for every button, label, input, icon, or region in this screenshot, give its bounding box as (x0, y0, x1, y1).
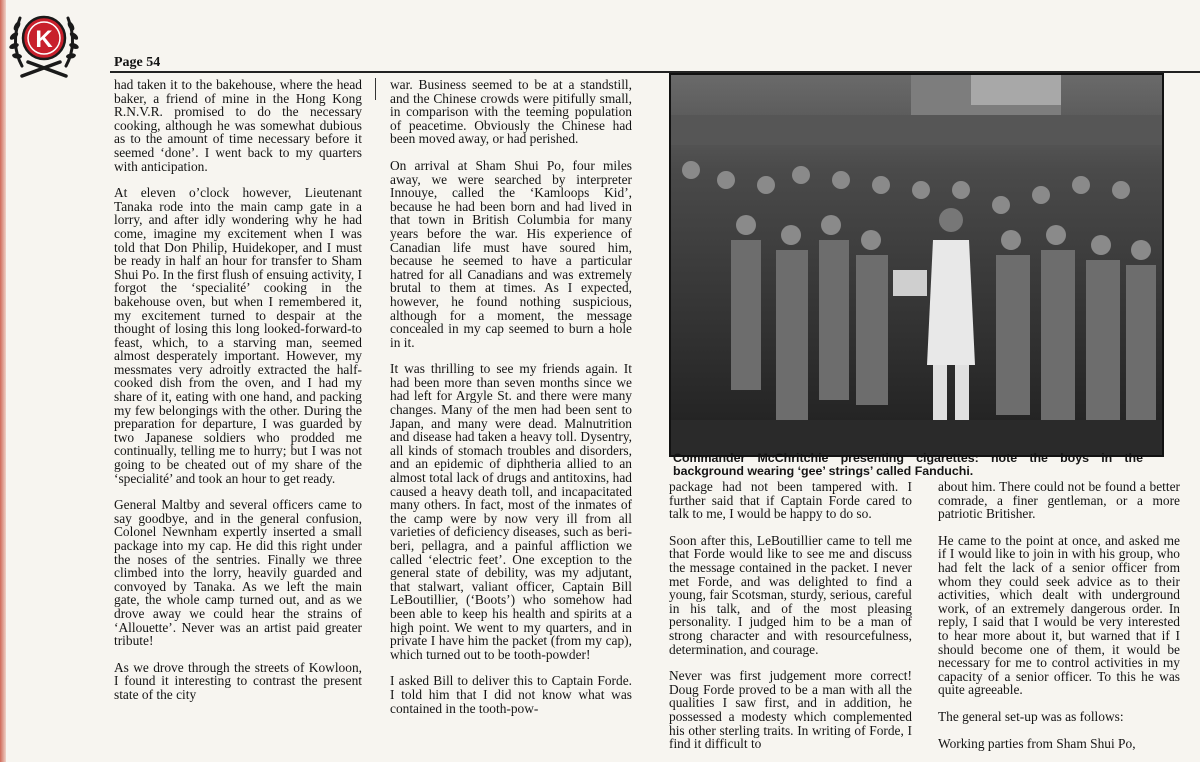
column-divider (375, 78, 376, 100)
paragraph: Soon after this, LeBoutillier came to tell me that Forde would like to see me and discuss the message contained in the packet. I never met Forde, and was delighted to find a young, fair Scotsman, sturdy, serious, careful in his talk, and of the most pleasing personality. I judged him to be a man of strong character and with resourcefulness, determination, and courage. (669, 532, 912, 657)
laurel-logo (8, 4, 80, 82)
paragraph: had taken it to the bakehouse, where the head baker, a friend of mine in the Hong Kong R.N.V.R. promised to do the necessary cooking, although he was somewhat dubious as to the amount of time necessary before it seemed ‘done’. I went back to my quarters with anticipation. (114, 78, 362, 174)
photo-pow-group (669, 73, 1164, 457)
paragraph: General Maltby and several officers came to say goodbye, and in the general confusion, Colonel Newnham expertly inserted a small package into my cap. He did this right under the noses of the sentries. Finally we three climbed into the lorry, heavily guarded and convoyed by Tanaka. As we left the main gate, the whole camp turned out, and as we drove away we could hear the strains of ‘Allouette’. Never was an artist paid greater tribute! (114, 497, 362, 649)
text-column-1 (114, 78, 362, 762)
paragraph: I asked Bill to deliver this to Captain Forde. I told him that I did not know what was contained in the tooth-pow- (390, 673, 632, 716)
paragraph: about him. There could not be found a better comrade, a finer gentleman, or a more patriotic Britisher. (938, 480, 1180, 522)
paragraph: As we drove through the streets of Kowloon, I found it interesting to contrast the present state of the city (114, 659, 362, 702)
paragraph: The general set-up was as follows: (938, 708, 1124, 724)
text-column-4 (938, 480, 1180, 762)
text-column-2 (390, 78, 632, 762)
paragraph: war. Business seemed to be at a standstill, and the Chinese crowds were pitifully small, in comparison with the teeming population of peacetime. Obviously the Chinese had been moved away, or had perished. (390, 78, 632, 147)
paragraph: Never was first judgement more correct! Doug Forde proved to be a man with all the qualities I saw first, and in addition, he possessed a modesty which complemented his other sterling traits. In writing of Forde, I find it difficult to (669, 668, 912, 752)
paragraph: On arrival at Sham Shui Po, four miles away, we were searched by interpreter Innouye, called the ‘Kamloops Kid’, because he had been born and had lived in that town in British Columbia for many years before the war. His experience of Canadian life must have soured him, because he seemed to have a particular hatred for all Canadians and was extremely brutal to them at times. As I expected, however, he found nothing suspicious, although for a moment, the message concealed in my cap seemed to burn a hole in it. (390, 157, 632, 350)
paragraph: At eleven o’clock however, Lieutenant Tanaka rode into the main camp gate in a lorry, and after idly wondering why he had come, imagine my excitement when I was told that Don Philip, Huidekoper, and I must be ready in half an hour for transfer to Sham Shui Po. In the first flush of ensuing activity, I forgot the ‘specialité’ cooking in the bakehouse oven, but when I remembered it, my excitement turned to despair at the thought of losing this long looked-forward-to feast, which, to a starving man, seemed almost desperately important. However, my messmates very adroitly extracted the half-cooked dish from the oven, and I had my share of it, eating with one hand, and packing my few belongings with the other. During the preparation for departure, I was guarded by two Japanese soldiers who prodded me continually, telling me to hurry; but I was not going to be cheated out of my share of the ‘specialité’ and took an hour to get ready. (114, 185, 362, 486)
paragraph: It was thrilling to see my friends again. It had been more than seven months since we had left for Argyle St. and there were many changes. Many of the men had been sent to Japan, and many were dead. Malnutrition and disease had taken a heavy toll. Dysentry, all kinds of stomach troubles and disorders, and an epidemic of diphtheria allied to an almost total lack of drugs and antitoxins, had caused a heavy death toll, and incapacitated many others. In fact, most of the inmates of the camp were by now very ill from all varieties of deficiency diseases, such as beri-beri, pellagra, and a painful affliction we called ‘electric feet’. One exception to the general state of debility, was my adjutant, that stalwart, valiant officer, Captain Bill LeBoutillier, (‘Boots’) who somehow had been able to keep his health and spirits at a high point. We went to my quarters, and in private I have him the packet (from my cap), which turned out to be tooth-powder! (390, 361, 632, 662)
page-number: Page 54 (114, 55, 161, 70)
paragraph: package had not been tampered with. I further said that if Captain Forde cared to talk to me, I would be happy to do so. (669, 480, 912, 522)
logo-letter: K (35, 26, 53, 53)
paragraph: He came to the point at once, and asked me if I would like to join in with his group, who had felt the lack of a senior officer from whom they could seek advice as to their activities, which dealt with underground work, of an extremely dangerous order. In reply, I said that I would be very interested to hear more about it, but warned that if I should become one of them, it would be necessary for me to control activities in my capacity of a senior officer. To this he was quite agreeable. (938, 532, 1180, 698)
text-column-3 (669, 480, 912, 762)
photo-caption: Commander McChritchie presenting cigarettes: note the boys in the background wearing ‘gee’ strings’ called Fanduchi. (673, 451, 1143, 478)
paragraph: Working parties from Sham Shui Po, (938, 735, 1136, 751)
page-binding-edge (0, 0, 6, 762)
